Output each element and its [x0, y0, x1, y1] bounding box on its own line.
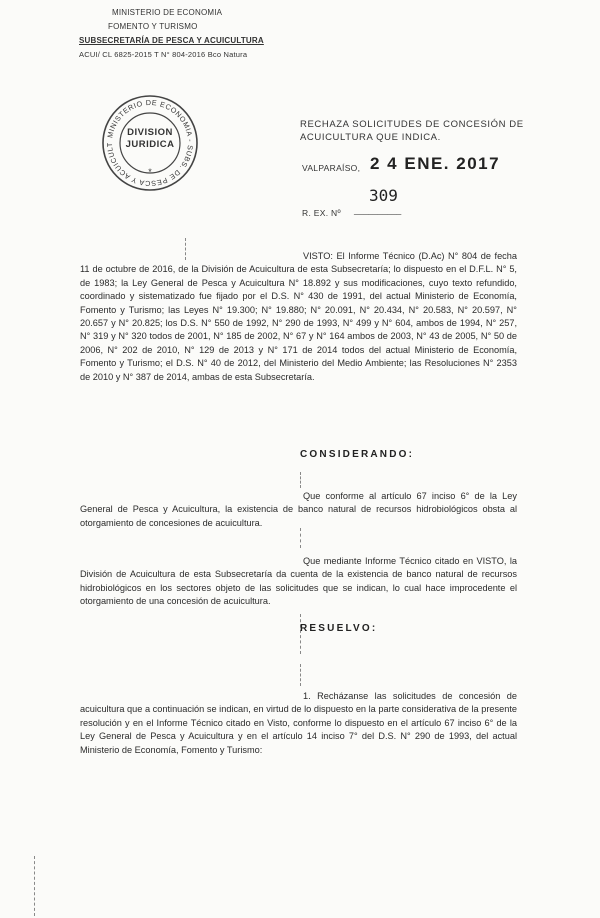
- visto-paragraph: VISTO: El Informe Técnico (D.Ac) N° 804 de fecha 11 de octubre de 2016, de la División de Acuicultura de esta Subsecretaría; lo dispuesto en el D.F.L. N° 5, de 1983; la Ley General de Pesca y Acuicultura N° 18.892 y sus modificaciones, cuyo texto refundido, coordinado y sistematizado fue fijado por el D.S. N° 430 de 1991, del actual Ministerio de Economía, Fomento y Turismo; las Leyes N° 19.300; N° 19.880; N° 20.091, N° 20.434, N° 20.583, N° 20.597, N° 20.657 y N° 20.825; los D.S. N° 550 de 1992, N° 290 de 1993, N° 499 y N° 604, ambos de 1994, N° 257, N° 319 y N° 320 todos de 2001, N° 185 de 2002, N° 67 y N° 164 ambos de 2003, N° 43 de 2005, N° 50 de 2006, N° 202 de 2010, N° 129 de 2013 y N° 171 de 2014 todos del actual Ministerio de Economía, Fomento y Turismo; el D.S. N° 40 de 2012, del Ministerio del Medio Ambiente; las Resoluciones N° 2353 de 2010 y N° 387 de 2014, ambas de esta Subsecretaría.: [80, 251, 517, 382]
- resolution-number: 309: [369, 186, 398, 205]
- svg-text:*: *: [148, 167, 152, 177]
- resuelvo-heading: RESUELVO:: [300, 623, 378, 634]
- division-juridica-seal: [100, 93, 200, 193]
- considerando-paragraph-1: Que conforme al artículo 67 inciso 6° de la Ley General de Pesca y Acuicultura, la existencia de banco natural de recursos hidrobiológicos obsta al otorgamiento de concesiones de acuicultura.: [80, 491, 517, 528]
- considerando-heading: CONSIDERANDO:: [300, 449, 415, 460]
- title-line-1: RECHAZA SOLICITUDES DE CONCESIÓN DE: [300, 119, 524, 130]
- fold-mark: [34, 856, 35, 916]
- resuelvo-paragraph-1: 1. Recházanse las solicitudes de concesión de acuicultura que a continuación se indican, en virtud de lo dispuesto en la parte considerativa de la presente resolución y en el Informe Técnico citado en Visto, conforme lo dispuesto en el artículo 67 inciso 6° de la Ley General de Pesca y Acuicultura y en el artículo 14 inciso 7° del D.S. N° 290 de 1993, del actual Ministerio de Economía, Fomento y Turismo:: [80, 691, 517, 755]
- subsecretaria-name: SUBSECRETARÍA DE PESCA Y ACUICULTURA: [79, 36, 264, 45]
- fold-mark: [300, 664, 301, 686]
- seal-center-line-2: JURIDICA: [125, 139, 175, 150]
- seal-center-line-1: DIVISION: [127, 127, 173, 138]
- considerando-paragraph-2: Que mediante Informe Técnico citado en VISTO, la División de Acuicultura de esta Subsecretaría da cuenta de la existencia de banco natural de recursos hidrobiológicos en los sectores objeto de las solicitudes que se indican, lo cual hace improcedente el otorgamiento de una concesión de acuicultura.: [80, 556, 517, 607]
- seal-ring-text: MINISTERIO DE ECONOMIA - SUBS. DE PESCA Y ACUICULT: [104, 97, 196, 189]
- ministry-line-1: MINISTERIO DE ECONOMIA: [112, 8, 223, 17]
- resolution-title: [300, 118, 524, 144]
- resolution-label: R. EX. Nº: [302, 208, 341, 218]
- fold-mark: [300, 472, 301, 488]
- fold-mark: [300, 614, 301, 654]
- title-line-2: ACUICULTURA QUE INDICA.: [300, 132, 441, 143]
- reference-code: ACUI/ CL 6825-2015 T N° 804-2016 Bco Natura: [79, 50, 248, 59]
- fold-mark: [300, 528, 301, 548]
- resolution-blank: __________: [354, 205, 402, 215]
- place-label: VALPARAÍSO,: [302, 163, 361, 173]
- ministry-line-2: FOMENTO Y TURISMO: [108, 22, 198, 31]
- date-stamp: 2 4 ENE. 2017: [370, 154, 501, 173]
